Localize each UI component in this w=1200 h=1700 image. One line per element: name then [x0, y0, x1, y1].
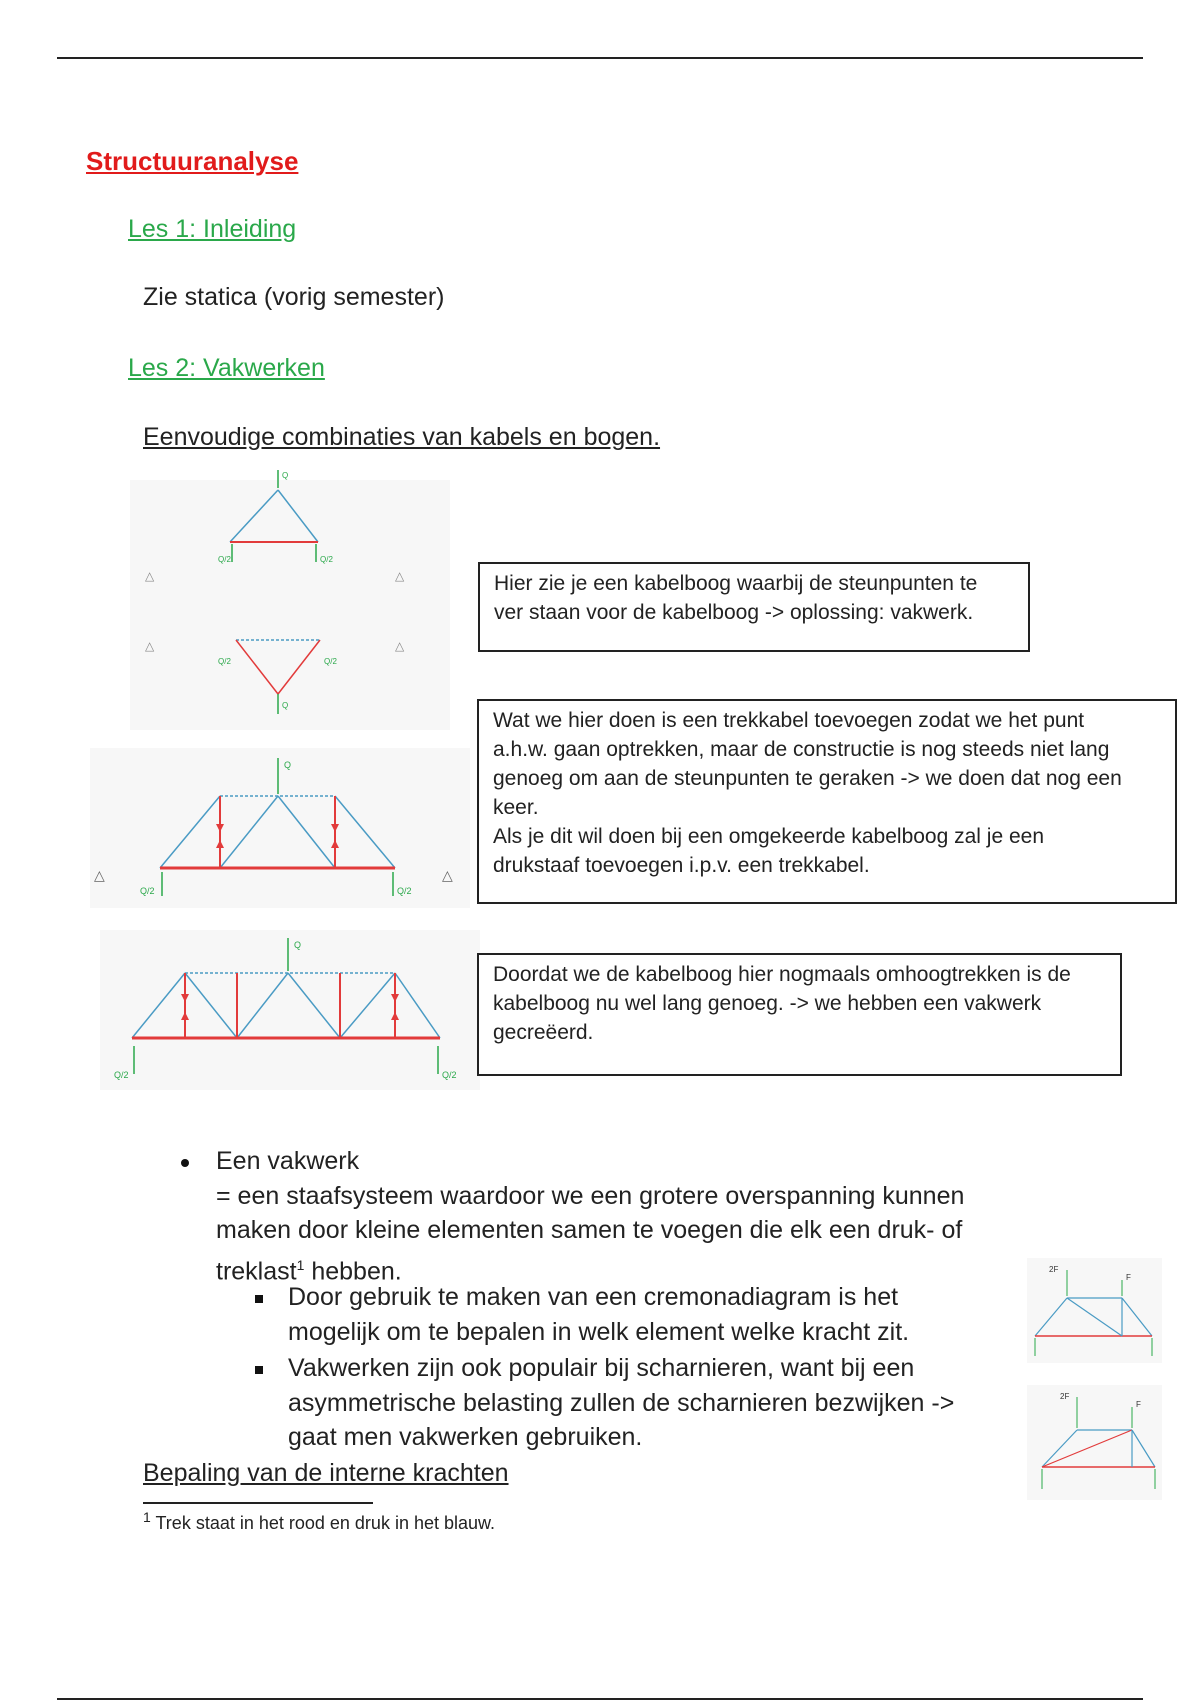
- support-icon: △: [145, 569, 155, 583]
- bullet-definition-3: treklast$^1$ hebben.: [216, 1256, 402, 1285]
- section2-heading: Bepaling van de interne krachten: [143, 1459, 509, 1487]
- subbullet-1: Door gebruik te maken van een cremonadiagram is het mogelijk om te bepalen in welk element welke kracht zit.: [288, 1283, 910, 1346]
- arch-reaction-left-label: Q/2: [218, 555, 231, 564]
- svg-text:Q/2: Q/2: [140, 886, 155, 896]
- figure-side-truss-1: [1027, 1258, 1162, 1363]
- bullet-term: Een vakwerk: [216, 1147, 360, 1175]
- inv-reaction-left-label: Q/2: [218, 657, 231, 666]
- svg-text:Q/2: Q/2: [442, 1070, 457, 1080]
- figure-trapezoid-tie: [90, 748, 470, 908]
- subbullet-square: [255, 1366, 263, 1374]
- svg-text:△: △: [94, 867, 105, 883]
- les1-text: Zie statica (vorig semester): [143, 283, 445, 311]
- footnote: [143, 1509, 495, 1534]
- subbullet-2: Vakwerken zijn ook populair bij scharnieren, want bij een asymmetrische belasting zullen de scharnieren bezwijken -> gaat men vakwerken gebruiken.: [288, 1354, 955, 1451]
- heading-les1: Les 1: Inleiding: [128, 215, 297, 243]
- top-rule: [57, 57, 1143, 59]
- bullet-vakwerk: [216, 1144, 1016, 1288]
- svg-text:2F: 2F: [1049, 1265, 1059, 1274]
- inv-reaction-right-label: Q/2: [324, 657, 337, 666]
- figure-full-truss: [100, 930, 480, 1090]
- svg-text:Q/2: Q/2: [114, 1070, 129, 1080]
- inv-load-label: Q: [282, 701, 289, 710]
- figure-side-truss-2: [1027, 1385, 1162, 1500]
- svg-text:Q: Q: [284, 760, 292, 770]
- bullet-definition-2: maken door kleine elementen samen te voegen die elk een druk- of: [216, 1216, 963, 1244]
- explanation-box-2: Wat we hier doen is een trekkabel toevoegen zodat we het punt a.h.w. gaan optrekken, maar de constructie is nog steeds niet lang genoeg om aan de steunpunten te geraken -> we doen dat nog een keer. Als je dit wil doen bij een omgekeerde kabelboog zal je een drukstaaf toevoegen i.p.v. een trekkabel.: [477, 699, 1177, 904]
- bullet-definition-1: = een staafsysteem waardoor we een grotere overspanning kunnen: [216, 1181, 965, 1210]
- footnote-ref[interactable]: 1: [296, 1256, 305, 1273]
- support-icon: △: [145, 639, 155, 653]
- page-title: Structuuranalyse: [86, 146, 299, 176]
- footnote-separator: [143, 1502, 373, 1504]
- explanation-box-3: Doordat we de kabelboog hier nogmaals omhoogtrekken is de kabelboog nu wel lang genoeg. -> we hebben een vakwerk gecreëerd.: [477, 953, 1122, 1076]
- figure-cable-arch: [130, 471, 450, 730]
- svg-text:△: △: [442, 867, 453, 883]
- subbullet-square: [255, 1295, 263, 1303]
- support-icon: △: [395, 569, 405, 583]
- les2-subheading: Eenvoudige combinaties van kabels en bogen.: [143, 423, 661, 451]
- svg-text:F: F: [1136, 1400, 1141, 1409]
- explanation-box-1: Hier zie je een kabelboog waarbij de steunpunten te ver staan voor de kabelboog -> oplossing: vakwerk.: [478, 562, 1030, 652]
- svg-text:Q: Q: [294, 940, 302, 950]
- svg-text:Q/2: Q/2: [397, 886, 412, 896]
- heading-les2: Les 2: Vakwerken: [128, 354, 325, 382]
- bullet-dot: [181, 1159, 189, 1167]
- footnote-mark: 1: [143, 1509, 151, 1525]
- support-icon: △: [395, 639, 405, 653]
- svg-text:F: F: [1126, 1273, 1131, 1282]
- svg-text:2F: 2F: [1060, 1392, 1070, 1401]
- arch-reaction-right-label: Q/2: [320, 555, 333, 564]
- arch-load-label: Q: [282, 471, 289, 480]
- footnote-text: Trek staat in het rood en druk in het blauw.: [155, 1513, 496, 1533]
